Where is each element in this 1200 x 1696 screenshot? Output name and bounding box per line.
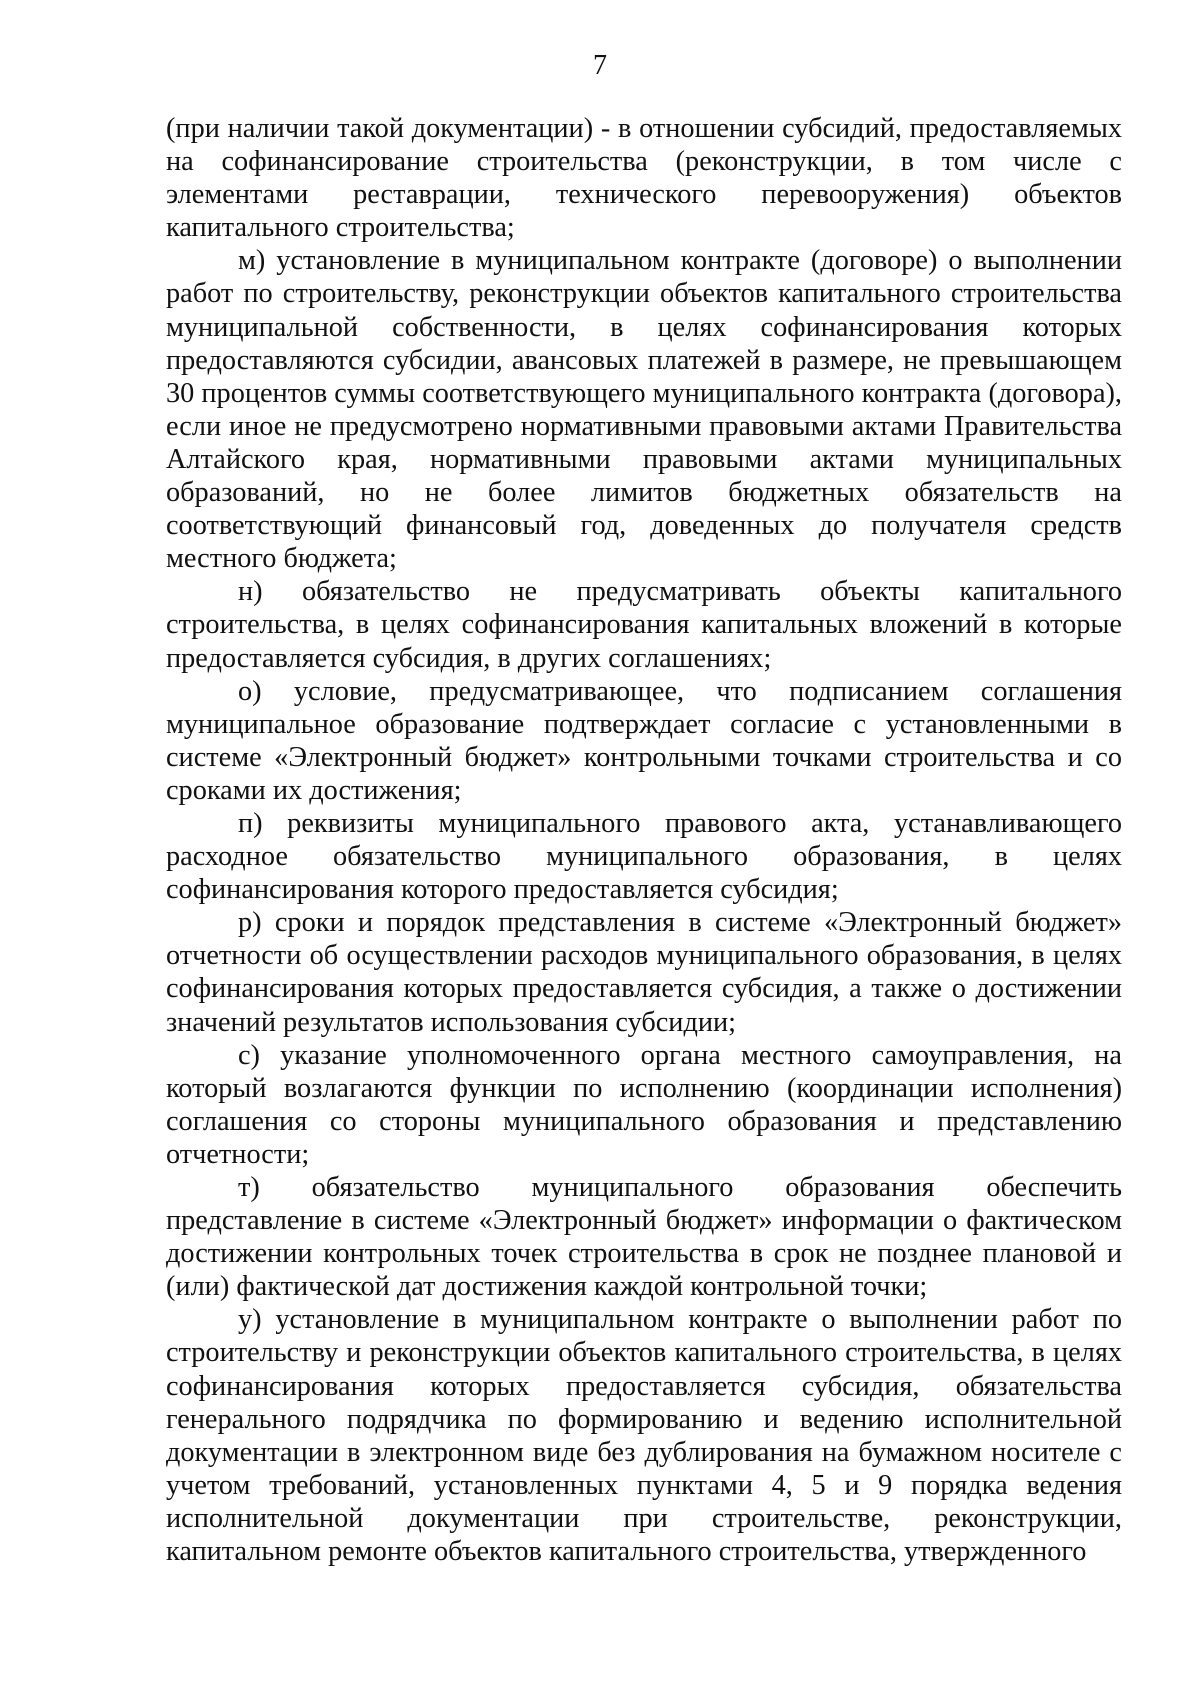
paragraph-p: п) реквизиты муниципального правового акта, устанавливающего расходное обязательство муниципального образования, в целях софинансирования которого предоставляется субсидия; xyxy=(166,807,1122,906)
page-number: 7 xyxy=(593,50,607,81)
document-body xyxy=(166,112,1122,1568)
paragraph-s: с) указание уполномоченного органа местного самоуправления, на который возлагаются функции по исполнению (координации исполнения) соглашения со стороны муниципального образования и представлению отчетности; xyxy=(166,1039,1122,1170)
paragraph-o: о) условие, предусматривающее, что подписанием соглашения муниципальное образование подтверждает согласие с установленными в системе «Электронный бюджет» контрольными точками строительства и со сроками их достижения; xyxy=(166,675,1122,806)
paragraph-r: р) сроки и порядок представления в системе «Электронный бюджет» отчетности об осуществлении расходов муниципального образования, в целях софинансирования которых предоставляется субсидия, а также о достижении значений результатов использования субсидии; xyxy=(166,907,1122,1038)
paragraph-u: у) установление в муниципальном контракте о выполнении работ по строительству и реконструкции объектов капитального строительства, в целях софинансирования которых предоставляется субсидия, обязательства генерального подрядчика по формированию и ведению исполнительной документации в электронном виде без дублирования на бумажном носителе с учетом требований, установленных пунктами 4, 5 и 9 порядка ведения исполнительной документации при строительстве, реконструкции, капитальном ремонте объектов капитального строительства, утвержденного xyxy=(166,1304,1122,1568)
paragraph-continuation: (при наличии такой документации) - в отношении субсидий, предоставляемых на софинансирование строительства (реконструкции, в том числе с элементами реставрации, технического перевооружения) объектов капитального строительства; xyxy=(166,113,1122,244)
paragraph-t: т) обязательство муниципального образования обеспечить представление в системе «Электронный бюджет» информации о фактическом достижении контрольных точек строительства в срок не позднее плановой и (или) фактической дат достижения каждой контрольной точки; xyxy=(166,1172,1122,1303)
paragraph-n: н) обязательство не предусматривать объекты капитального строительства, в целях софинансирования капитальных вложений в которые предоставляется субсидия, в других соглашениях; xyxy=(166,576,1122,674)
paragraph-m: м) установление в муниципальном контракте (договоре) о выполнении работ по строительству, реконструкции объектов капитального строительства муниципальной собственности, в целях софинансирования которых предоставляются субсидии, авансовых платежей в размере, не превышающем 30 процентов суммы соответствующего муниципального контракта (договора), если иное не предусмотрено нормативными правовыми актами Правительства Алтайского края, нормативными правовыми актами муниципальных образований, но не более лимитов бюджетных обязательств на соответствующий финансовый год, доведенных до получателя средств местного бюджета; xyxy=(166,245,1122,575)
